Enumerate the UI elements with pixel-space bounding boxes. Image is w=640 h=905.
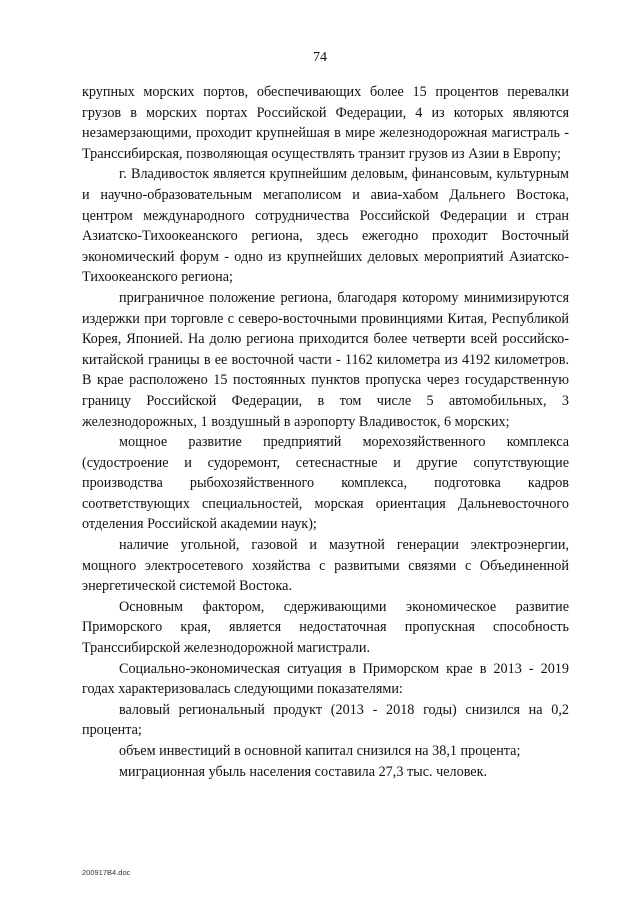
paragraph-border-position: приграничное положение региона, благодаря которому минимизируются издержки при торговле с северо-восточными провинциями Китая, Республикой Корея, Японией. На долю региона приходится более четверти всей российско-китайской границы в ее восточной части - 1162 километра из 4192 километров. В крае расположено 15 постоянных пунктов пропуска через государственную границу Российской Федерации, в том числе 5 автомобильных, 3 железнодорожных, 1 воздушный в аэропорту Владивосток, 6 морских; [82, 289, 569, 430]
paragraph-grp: валовый региональный продукт (2013 - 2018 годы) снизился на 0,2 процента; [82, 701, 569, 739]
paragraph-migration: миграционная убыль населения составила 27,3 тыс. человек. [119, 763, 488, 780]
paragraph-ports-continuation: крупных морских портов, обеспечивающих более 15 процентов перевалки грузов в морских портах Российской Федерации, 4 из которых являются незамерзающими, проходит крупнейшая в мире железнодорожная магистраль - Транссибирская, позволяющая осуществлять транзит грузов из Азии в Европу; [82, 84, 569, 162]
paragraph-maritime-complex: мощное развитие предприятий морехозяйственного комплекса (судостроение и судоремонт, сетеснастные и другие сопутствующие производства рыбохозяйственного комплекса, подготовка кадров соответствующих специальностей, морская ориентация Дальневосточного отделения Российской академии наук); [82, 434, 569, 533]
paragraph-investment: объем инвестиций в основной капитал снизился на 38,1 процента; [119, 743, 521, 759]
paragraph-vladivostok: г. Владивосток является крупнейшим деловым, финансовым, культурным и научно-образовательным мегаполисом и авиа-хабом Дальнего Востока, центром международного сотрудничества Российской Федерации и стран Азиатско-Тихоокеанского региона, здесь ежегодно проходит Восточный экономический форум - одно из крупнейших деловых мероприятий Азиатско-Тихоокеанского региона; [82, 166, 569, 286]
footer-filename: 200917B4.doc [82, 868, 131, 877]
page-number: 74 [313, 50, 327, 65]
document-body [82, 82, 569, 782]
paragraph-limiting-factor: Основным фактором, сдерживающими экономическое развитие Приморского края, является недостаточная пропускная способность Транссибирской железнодорожной магистрали. [82, 598, 569, 657]
paragraph-socioeconomic-intro: Социально-экономическая ситуация в Приморском крае в 2013 - 2019 годах характеризовалась следующими показателями: [82, 660, 569, 698]
paragraph-power-generation: наличие угольной, газовой и мазутной генерации электроэнергии, мощного электросетевого хозяйства с развитыми связями с Объединенной энергетической системой Востока. [82, 537, 569, 595]
